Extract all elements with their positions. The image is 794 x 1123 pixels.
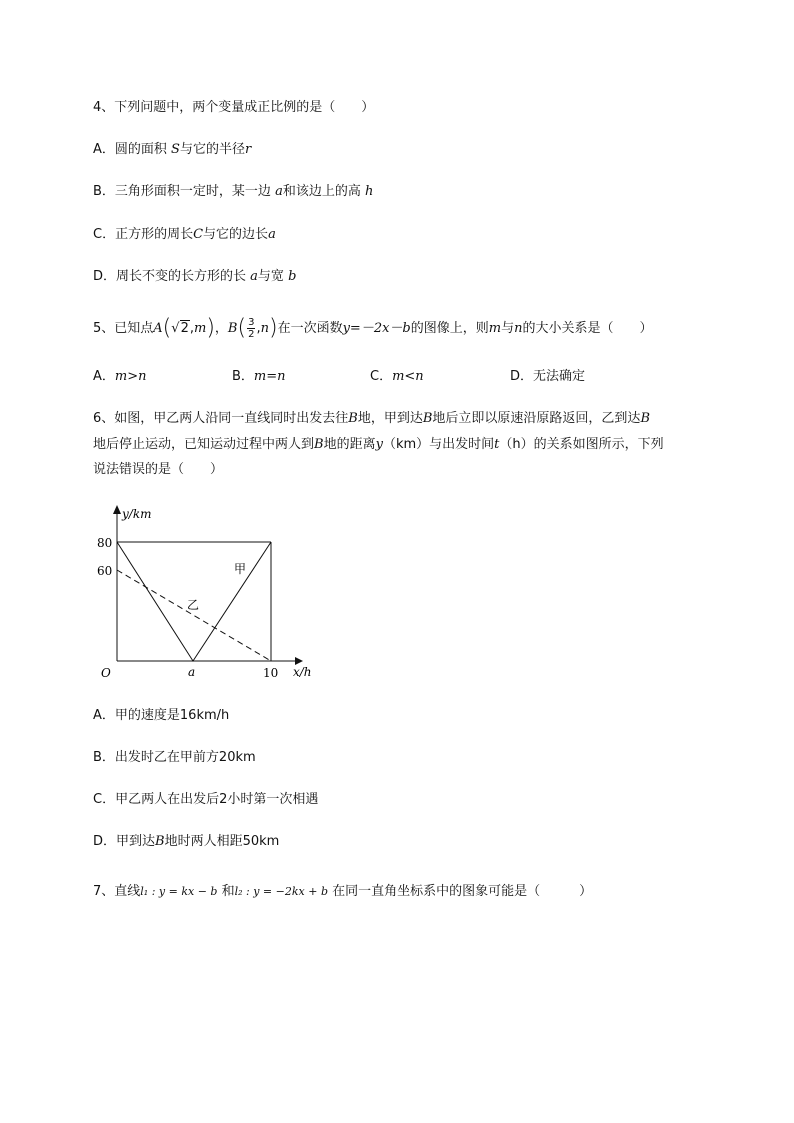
q5-prefix: 5、已知点 xyxy=(93,321,154,336)
sqrt-sign: √ xyxy=(171,321,180,336)
option-label: C． xyxy=(370,369,393,384)
q5-text: 的图像上，则 xyxy=(410,321,489,336)
y-tick-80: 80 xyxy=(97,536,113,550)
y-tick-60: 60 xyxy=(97,564,113,578)
point-b: B xyxy=(314,437,324,452)
q5-text: 与 xyxy=(501,321,515,336)
paren-right: ) xyxy=(268,315,278,341)
option-label: C． xyxy=(93,227,116,242)
point-b: B xyxy=(227,321,238,336)
var-n: n xyxy=(260,321,269,336)
q4-option-a[interactable] xyxy=(93,141,251,159)
q4-option-b[interactable] xyxy=(93,183,373,201)
q5-option-a[interactable] xyxy=(93,368,147,386)
function-expr: y=－2x－b xyxy=(342,321,411,336)
yi-label: 乙 xyxy=(187,598,200,612)
option-text: 与它的半径 xyxy=(179,142,245,157)
math-var: a xyxy=(275,184,283,199)
var-y: y xyxy=(375,437,383,452)
q6-stem-line1 xyxy=(93,410,650,428)
point-b: B xyxy=(155,834,165,849)
q6-text: 6、如图，甲乙两人沿同一直线同时出发去往 xyxy=(93,411,349,426)
math-var: b xyxy=(288,269,297,284)
q4-option-c[interactable] xyxy=(93,226,276,244)
q6-text: 地后停止运动，已知运动过程中两人到 xyxy=(93,437,315,452)
var-m: m xyxy=(488,321,502,336)
x-axis-arrow xyxy=(295,657,303,665)
option-text: 地时两人相距50km xyxy=(164,834,280,849)
separator: ， xyxy=(214,321,228,336)
q6-text: （km）与出发时间 xyxy=(382,437,495,452)
paren-left: ( xyxy=(162,315,172,341)
math-var: r xyxy=(244,142,252,157)
q6-option-c[interactable] xyxy=(93,791,318,809)
var-t: t xyxy=(494,437,500,452)
paren-left: ( xyxy=(237,315,247,341)
option-text: 正方形的周长 xyxy=(115,227,194,242)
q5-text: 的大小关系是（ ） xyxy=(522,321,653,336)
x-axis-label: x/h xyxy=(293,665,312,679)
q6-text: （h）的关系如图所示，下列 xyxy=(499,437,664,452)
x-tick-a: a xyxy=(188,665,196,679)
paren-right: ) xyxy=(206,315,215,341)
option-label: D． xyxy=(93,834,117,849)
option-label: D． xyxy=(510,369,534,384)
option-label: A． xyxy=(93,708,115,723)
y-axis-arrow xyxy=(113,505,121,514)
option-text: 三角形面积一定时，某一边 xyxy=(114,184,276,199)
q6-text: 地，甲到达 xyxy=(357,411,423,426)
point-b: B xyxy=(422,411,433,426)
x-tick-10: 10 xyxy=(263,666,279,680)
point-a: A xyxy=(153,321,163,336)
option-text: 与它的边长 xyxy=(203,227,269,242)
option-expr: m>n xyxy=(114,369,147,384)
frac-den: 2 xyxy=(248,329,255,340)
option-label: A． xyxy=(93,142,115,157)
math-var: S xyxy=(171,142,180,157)
q4-stem: 4、下列问题中，两个变量成正比例的是（ ） xyxy=(93,100,375,115)
option-label: B． xyxy=(93,750,115,765)
option-text: 与宽 xyxy=(257,269,289,284)
option-text: 出发时乙在甲前方20km xyxy=(114,750,256,765)
q6-stem-line2 xyxy=(93,436,664,454)
option-text: 圆的面积 xyxy=(114,142,172,157)
q5-stem: 5、已知点A(√2,m)，B( $\frac{3}{2}$ ,n)在一次函数y=－2x－b的图像上，则m与n的大小关系是（ ） xyxy=(93,315,653,341)
fraction xyxy=(247,317,255,340)
option-expr: m=n xyxy=(253,369,286,384)
var-m: m xyxy=(193,321,207,336)
q7-stem xyxy=(93,883,592,901)
y-axis-label: y/km xyxy=(122,507,152,521)
q7-text: 在同一直角坐标系中的图象可能是（ ） xyxy=(327,884,593,899)
math-var: h xyxy=(364,184,374,199)
q7-text: 和 xyxy=(217,884,235,899)
point-b: B xyxy=(640,411,650,426)
line-l2-expr: l₂ : y = −2kx + b xyxy=(234,885,328,898)
sqrt-arg: 2 xyxy=(180,321,189,336)
q6-option-d[interactable] xyxy=(93,833,279,851)
option-text: 周长不变的长方形的长 xyxy=(116,269,251,284)
math-var: C xyxy=(193,227,204,242)
jia-label: 甲 xyxy=(234,562,247,576)
option-label: D． xyxy=(93,269,117,284)
option-text: 甲的速度是16km/h xyxy=(114,708,230,723)
option-text: 甲到达 xyxy=(116,834,156,849)
q7-text: 7、直线 xyxy=(93,884,141,899)
option-text: 无法确定 xyxy=(533,369,586,384)
q6-option-b[interactable] xyxy=(93,749,256,767)
q5-option-c[interactable] xyxy=(370,368,424,386)
option-expr: m<n xyxy=(392,369,424,384)
q5-text: 在一次函数 xyxy=(277,321,343,336)
option-label: B． xyxy=(93,184,115,199)
q4-option-d[interactable] xyxy=(93,268,296,286)
yi-line xyxy=(117,570,271,661)
distance-time-graph xyxy=(95,500,335,685)
var-n: n xyxy=(514,321,523,336)
line-l1-expr: l₁ : y = kx − b xyxy=(140,885,218,898)
math-var: a xyxy=(250,269,258,284)
frac-num: 3 xyxy=(248,317,255,328)
option-label: C． xyxy=(93,792,116,807)
option-label: A． xyxy=(93,369,115,384)
q5-option-d[interactable] xyxy=(510,368,585,386)
option-text: 和该边上的高 xyxy=(282,184,365,199)
option-label: B． xyxy=(232,369,254,384)
origin-label: O xyxy=(101,666,111,680)
option-text: 甲乙两人在出发后2小时第一次相遇 xyxy=(115,792,319,807)
q6-text: 地后立即以原速沿原路返回，乙到达 xyxy=(432,411,641,426)
math-var: a xyxy=(268,227,276,242)
point-b: B xyxy=(348,411,358,426)
q6-stem-line3: 说法错误的是（ ） xyxy=(93,462,224,477)
q6-text: 地的距离 xyxy=(323,437,376,452)
q6-option-a[interactable] xyxy=(93,707,229,725)
q5-option-b[interactable] xyxy=(232,368,286,386)
